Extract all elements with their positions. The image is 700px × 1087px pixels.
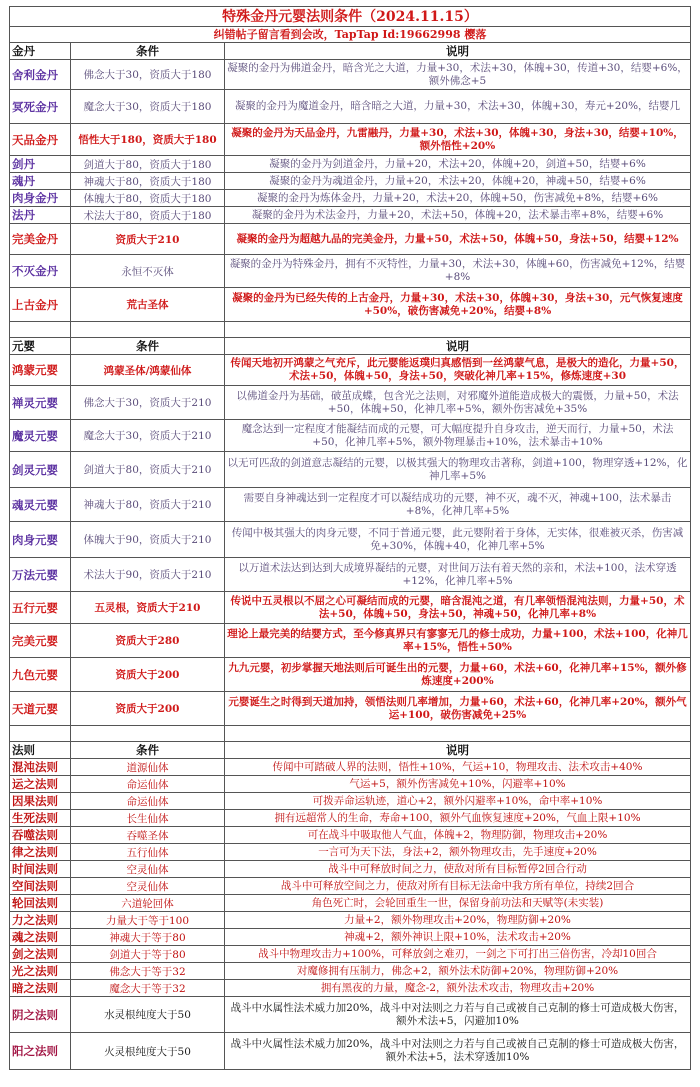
row-condition: 鸿蒙圣体/鸿蒙仙体	[71, 355, 225, 386]
row-description: 力量+2，额外物理攻击+20%，物理防御+20%	[225, 912, 691, 929]
row-description: 气运+5，额外伤害减免+10%，闪避率+10%	[225, 776, 691, 793]
row-description: 角色死亡时，会轮回重生一世，保留身前功法和天赋等(未实装)	[225, 895, 691, 912]
row-name: 鸿蒙元婴	[10, 355, 71, 386]
table-row	[10, 844, 691, 861]
table-row	[10, 793, 691, 810]
table-row	[10, 355, 691, 386]
row-description: 九九元婴，初步掌握天地法则后可诞生出的元婴，力量+60，术法+60，化神几率+15%，额外修炼速度+200%	[225, 658, 691, 692]
row-name: 魂灵元婴	[10, 488, 71, 522]
row-condition: 水灵根纯度大于50	[71, 997, 225, 1033]
row-description: 传闻天地初开鸿蒙之气充斥，此元婴能返璞归真感悟到一丝鸿蒙气息，是极大的造化，力量+50，术法+50，体魄+50，身法+50，突破化神几率+15%，修炼速度+30	[225, 355, 691, 386]
row-name: 肉身金丹	[10, 190, 71, 207]
row-description: 战斗中水属性法术威力加20%，战斗中对法则之力若与自己或被自己克制的修士可造成极大伤害，额外术法+5，闪避加10%	[225, 997, 691, 1033]
row-condition: 力量大于等于100	[71, 912, 225, 929]
table-row	[10, 60, 691, 90]
table-row	[10, 156, 691, 173]
row-condition: 空灵仙体	[71, 878, 225, 895]
page-title: 特殊金丹元婴法则条件（2024.11.15）	[9, 6, 691, 26]
row-description: 神魂+2，额外神识上限+10%，法术攻击+20%	[225, 929, 691, 946]
row-name: 力之法则	[10, 912, 71, 929]
row-name: 阴之法则	[10, 997, 71, 1033]
row-condition: 术法大于80，资质大于180	[71, 207, 225, 224]
row-description: 传说中五灵根以不屈之心可凝结而成的元婴，暗含混沌之道，有几率领悟混沌法则，力量+50，术法+50，体魄+50，身法+50，神魂+50，化神几率+8%	[225, 592, 691, 624]
table-row	[10, 124, 691, 156]
row-condition: 剑道大于80，资质大于210	[71, 452, 225, 488]
row-condition: 神魂大于80，资质大于210	[71, 488, 225, 522]
table-row	[10, 827, 691, 844]
row-name: 肉身元婴	[10, 522, 71, 558]
table-row	[10, 207, 691, 224]
table-row	[10, 190, 691, 207]
row-condition: 资质大于210	[71, 224, 225, 255]
row-condition: 五灵根，资质大于210	[71, 592, 225, 624]
section-gap	[10, 726, 691, 742]
row-name: 五行元婴	[10, 592, 71, 624]
table-row	[10, 997, 691, 1033]
row-condition: 术法大于90，资质大于210	[71, 558, 225, 592]
table-row	[10, 452, 691, 488]
row-description: 拥有远超常人的生命，寿命+100，额外气血恢复速度+20%，气血上限+10%	[225, 810, 691, 827]
row-description: 凝聚的金丹为术法金丹，力量+20，术法+50，体魄+20，法术暴击率+8%，结婴+6%	[225, 207, 691, 224]
row-description: 凝聚的金丹为炼体金丹，力量+20，术法+20，体魄+50，伤害减免+8%，结婴+6%	[225, 190, 691, 207]
row-name: 吞噬法则	[10, 827, 71, 844]
table-row	[10, 173, 691, 190]
section-gap	[10, 322, 691, 338]
header-cond: 条件	[71, 338, 225, 355]
table-row	[10, 912, 691, 929]
row-condition: 资质大于200	[71, 692, 225, 726]
row-description: 战斗中可释放空间之力，使敌对所有目标无法命中我方所有单位，持续2回合	[225, 878, 691, 895]
row-description: 传闻中极其强大的肉身元婴，不同于普通元婴，此元婴附着于身体，无实体，很难被灭杀，伤害减免+30%，体魄+40，化神几率+5%	[225, 522, 691, 558]
row-description: 战斗中火属性法术威力加20%，战斗中对法则之力若与自己或被自己克制的修士可造成极大伤害，额外术法+5，法术穿透加10%	[225, 1033, 691, 1070]
row-description: 可在战斗中吸取他人气血，体魄+2，物理防御，物理攻击+20%	[225, 827, 691, 844]
row-name: 禅灵元婴	[10, 386, 71, 420]
row-description: 需要自身神魂达到一定程度才可以凝结成功的元婴，神不灭，魂不灭，神魂+100，法术暴击+8%，化神几率+5%	[225, 488, 691, 522]
table-row	[10, 759, 691, 776]
row-condition: 佛念大于30，资质大于210	[71, 386, 225, 420]
table-row	[10, 224, 691, 255]
table-row	[10, 658, 691, 692]
row-condition: 六道轮回体	[71, 895, 225, 912]
table-row	[10, 592, 691, 624]
table-row	[10, 946, 691, 963]
row-description: 以无可匹敌的剑道意志凝结的元婴，以极其强大的物理攻击著称，剑道+100，物理穿透+12%，化神几率+5%	[225, 452, 691, 488]
row-name: 阳之法则	[10, 1033, 71, 1070]
header-name: 元婴	[10, 338, 71, 355]
row-condition: 悟性大于180，资质大于180	[71, 124, 225, 156]
table-row	[10, 386, 691, 420]
row-condition: 佛念大于等于32	[71, 963, 225, 980]
row-description: 魔念达到一定程度才能凝结而成的元婴，可大幅度提升自身攻击，逆天而行，力量+50，术法+50，化神几率+5%，额外物理暴击+10%，法术暴击+10%	[225, 420, 691, 452]
table-row	[10, 878, 691, 895]
row-condition: 佛念大于30，资质大于180	[71, 60, 225, 90]
row-description: 凝聚的金丹为已经失传的上古金丹，力量+30，术法+30，体魄+30，身法+30，元气恢复速度+50%，破伤害减免+20%，结婴+8%	[225, 288, 691, 322]
header-name: 法则	[10, 742, 71, 759]
table-row	[10, 980, 691, 997]
row-name: 剑灵元婴	[10, 452, 71, 488]
row-name: 魔灵元婴	[10, 420, 71, 452]
row-condition: 资质大于200	[71, 658, 225, 692]
row-description: 凝聚的金丹为魂道金丹，力量+20，术法+20，体魄+20，神魂+50，结婴+6%	[225, 173, 691, 190]
row-name: 轮回法则	[10, 895, 71, 912]
section-header-jindan	[10, 43, 691, 60]
row-description: 拥有黑夜的力量，魔念-2，额外法术攻击，物理攻击+20%	[225, 980, 691, 997]
row-condition: 荒古圣体	[71, 288, 225, 322]
row-description: 可拨弄命运轨迹，道心+2，额外闪避率+10%，命中率+10%	[225, 793, 691, 810]
row-description: 以佛道金丹为基础，破茧成蝶，包含光之法则，对邪魔外道能造成极大的震慑，力量+50，术法+50，体魄+50，化神几率+5%，额外伤害减免+35%	[225, 386, 691, 420]
table-row	[10, 810, 691, 827]
row-name: 时间法则	[10, 861, 71, 878]
row-description: 凝聚的金丹为特殊金丹，拥有不灭特性，力量+30，术法+30，体魄+60，伤害减免+12%，结婴+8%	[225, 255, 691, 288]
header-name: 金丹	[10, 43, 71, 60]
row-condition: 体魄大于80，资质大于180	[71, 190, 225, 207]
table-row	[10, 522, 691, 558]
row-name: 不灭金丹	[10, 255, 71, 288]
row-name: 法丹	[10, 207, 71, 224]
header-desc: 说明	[225, 43, 691, 60]
table-row	[10, 776, 691, 793]
row-condition: 吞噬圣体	[71, 827, 225, 844]
row-condition: 体魄大于90，资质大于210	[71, 522, 225, 558]
table-row	[10, 488, 691, 522]
row-description: 战斗中物理攻击力+100%，可释放剑之难刃，一剑之下可打出三倍伤害，冷却10回合	[225, 946, 691, 963]
table-row	[10, 895, 691, 912]
row-name: 运之法则	[10, 776, 71, 793]
row-description: 理论上最完美的结婴方式，至今修真界只有寥寥无几的修士成功，力量+100，术法+100，化神几率+15%，悟性+50%	[225, 624, 691, 658]
row-name: 空间法则	[10, 878, 71, 895]
row-condition: 神魂大于80，资质大于180	[71, 173, 225, 190]
row-condition: 五行仙体	[71, 844, 225, 861]
row-condition: 空灵仙体	[71, 861, 225, 878]
table-row	[10, 861, 691, 878]
page-subtitle: 纠错帖子留言看到会改，TapTap Id:19662998 樱落	[9, 26, 691, 42]
row-condition: 长生仙体	[71, 810, 225, 827]
row-name: 天品金丹	[10, 124, 71, 156]
section-header-fazhe	[10, 742, 691, 759]
row-description: 元婴诞生之时得到天道加持，领悟法则几率增加，力量+60，术法+60，化神几率+20%，额外气运+100，破伤害减免+25%	[225, 692, 691, 726]
table-row	[10, 692, 691, 726]
table-row	[10, 558, 691, 592]
row-name: 魂之法则	[10, 929, 71, 946]
row-name: 剑丹	[10, 156, 71, 173]
section-header-yuanying	[10, 338, 691, 355]
row-name: 舍利金丹	[10, 60, 71, 90]
table-row	[10, 255, 691, 288]
row-name: 完美元婴	[10, 624, 71, 658]
row-description: 凝聚的金丹为天品金丹，九雷融丹，力量+30，术法+30，体魄+30，身法+30，结婴+10%，额外悟性+20%	[225, 124, 691, 156]
row-description: 战斗中可释放时间之力，使敌对所有目标暂停2回合行动	[225, 861, 691, 878]
table-row	[10, 1033, 691, 1070]
table-row	[10, 288, 691, 322]
row-name: 混沌法则	[10, 759, 71, 776]
row-condition: 魔念大于等于32	[71, 980, 225, 997]
row-condition: 魔念大于30，资质大于180	[71, 90, 225, 124]
header-desc: 说明	[225, 338, 691, 355]
row-name: 上古金丹	[10, 288, 71, 322]
row-name: 光之法则	[10, 963, 71, 980]
table-row	[10, 963, 691, 980]
header-cond: 条件	[71, 43, 225, 60]
row-description: 一言可为天下法，身法+2，额外物理攻击，先手速度+20%	[225, 844, 691, 861]
table-row	[10, 420, 691, 452]
row-condition: 资质大于280	[71, 624, 225, 658]
row-name: 九色元婴	[10, 658, 71, 692]
row-description: 凝聚的金丹为佛道金丹，暗含光之大道，力量+30，术法+30，体魄+30，传道+30，结婴+6%，额外佛念+5	[225, 60, 691, 90]
row-description: 传闻中可踏破人界的法则，悟性+10%，气运+10，物理攻击、法术攻击+40%	[225, 759, 691, 776]
row-name: 暗之法则	[10, 980, 71, 997]
row-condition: 命运仙体	[71, 793, 225, 810]
table-row	[10, 90, 691, 124]
row-name: 魂丹	[10, 173, 71, 190]
row-name: 因果法则	[10, 793, 71, 810]
row-condition: 剑道大于等于80	[71, 946, 225, 963]
row-condition: 命运仙体	[71, 776, 225, 793]
row-description: 凝聚的金丹为剑道金丹，力量+20，术法+20，体魄+20，剑道+50，结婴+6%	[225, 156, 691, 173]
row-name: 天道元婴	[10, 692, 71, 726]
rules-table	[9, 42, 691, 1070]
row-name: 剑之法则	[10, 946, 71, 963]
row-description: 凝聚的金丹为魔道金丹，暗含暗之大道，力量+30，术法+30，体魄+30，寿元+20%，结婴几	[225, 90, 691, 124]
header-desc: 说明	[225, 742, 691, 759]
row-description: 凝聚的金丹为超越九品的完美金丹，力量+50，术法+50，体魄+50，身法+50，结婴+12%	[225, 224, 691, 255]
row-condition: 剑道大于80，资质大于180	[71, 156, 225, 173]
row-description: 以万道术法达到达到大成境界凝结的元婴，对世间万法有着天然的亲和，术法+100，法术穿透+12%，化神几率+5%	[225, 558, 691, 592]
row-name: 冥死金丹	[10, 90, 71, 124]
row-name: 生死法则	[10, 810, 71, 827]
header-cond: 条件	[71, 742, 225, 759]
row-name: 万法元婴	[10, 558, 71, 592]
rules-table-body	[10, 43, 691, 1070]
row-condition: 道源仙体	[71, 759, 225, 776]
row-condition: 永恒不灭体	[71, 255, 225, 288]
row-description: 对魔修拥有压制力，佛念+2，额外法术防御+20%，物理防御+20%	[225, 963, 691, 980]
row-condition: 火灵根纯度大于50	[71, 1033, 225, 1070]
table-row	[10, 624, 691, 658]
row-name: 律之法则	[10, 844, 71, 861]
row-condition: 神魂大于等于80	[71, 929, 225, 946]
row-condition: 魔念大于30，资质大于210	[71, 420, 225, 452]
row-name: 完美金丹	[10, 224, 71, 255]
table-row	[10, 929, 691, 946]
